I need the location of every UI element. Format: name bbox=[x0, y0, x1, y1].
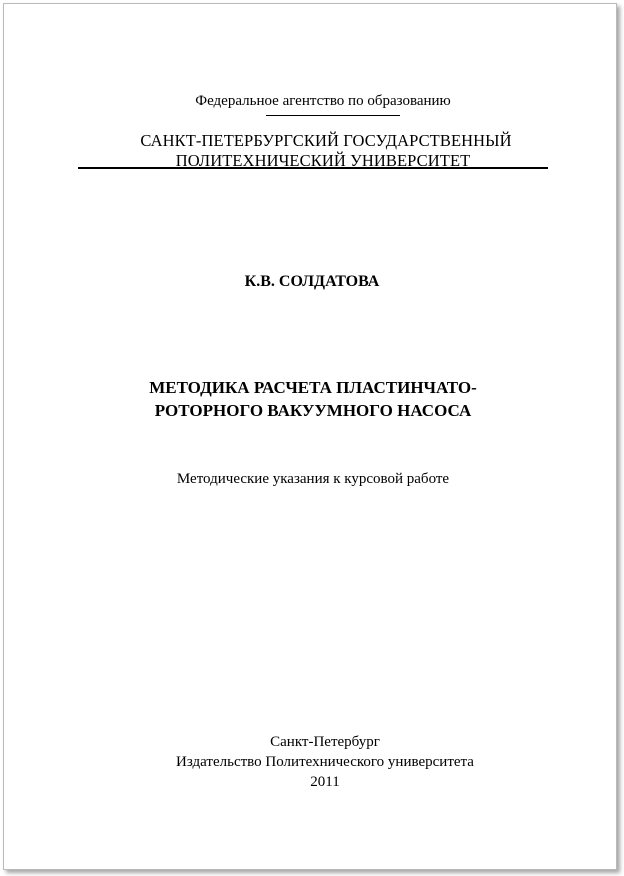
publication-year: 2011 bbox=[310, 774, 340, 790]
document-page bbox=[3, 3, 617, 870]
publisher-name: Издательство Политехнического университета bbox=[176, 754, 474, 770]
header-divider bbox=[78, 167, 548, 169]
agency-underline bbox=[266, 115, 400, 116]
agency-name: Федеральное агентство по образованию bbox=[195, 93, 451, 109]
document-subtitle: Методические указания к курсовой работе bbox=[176, 471, 450, 487]
author-name: К.В. СОЛДАТОВА bbox=[244, 273, 380, 290]
document-title-line-2: РОТОРНОГО ВАКУУМНОГО НАСОСА bbox=[154, 401, 472, 420]
university-name-line-1: САНКТ-ПЕТЕРБУРГСКИЙ ГОСУДАРСТВЕННЫЙ bbox=[140, 131, 512, 150]
university-name-line-2: ПОЛИТЕХНИЧЕСКИЙ УНИВЕРСИТЕТ bbox=[175, 151, 471, 170]
publication-city: Санкт-Петербург bbox=[270, 734, 380, 750]
document-title-line-1: МЕТОДИКА РАСЧЕТА ПЛАСТИНЧАТО- bbox=[149, 378, 477, 397]
